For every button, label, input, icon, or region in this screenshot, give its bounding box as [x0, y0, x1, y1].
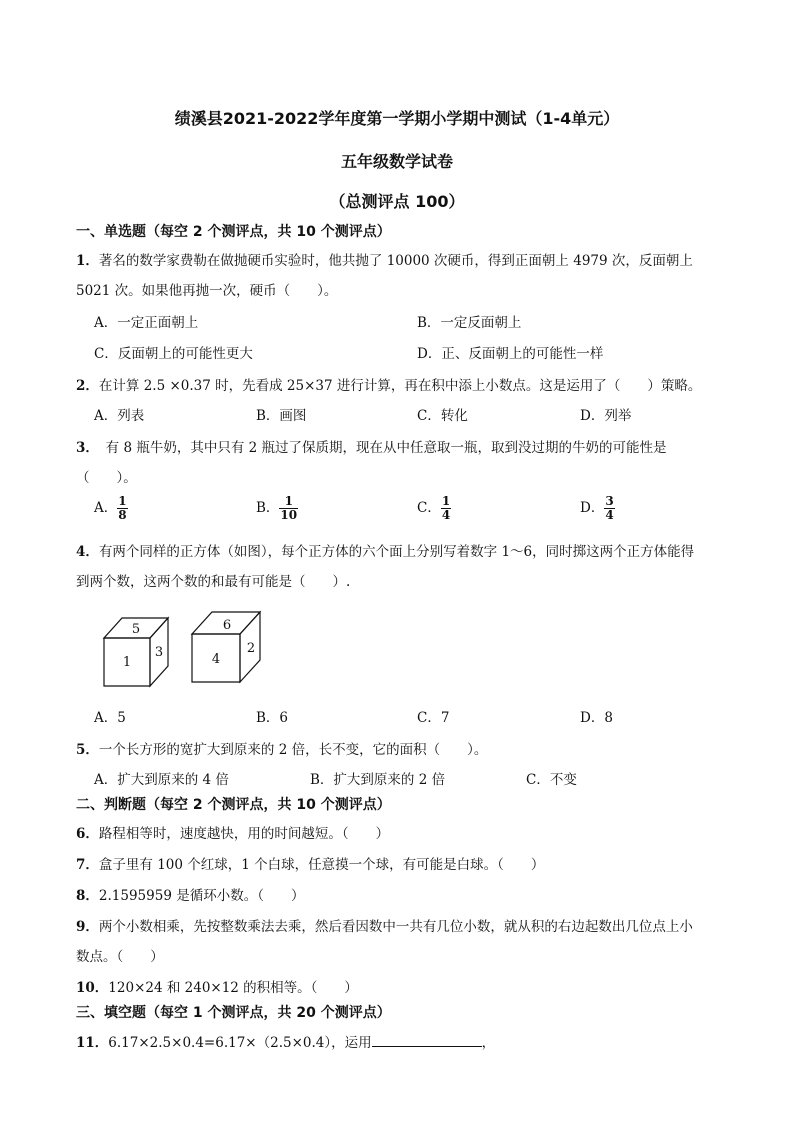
option-a[interactable]: A．列表 — [94, 408, 145, 424]
option-a[interactable]: A．5 — [94, 710, 126, 726]
option-b[interactable]: B．画图 — [256, 408, 307, 424]
question-8 — [76, 884, 304, 904]
question-9 — [76, 915, 693, 935]
option-d[interactable]: D．列举 — [580, 408, 632, 424]
question-text: 一个长方形的宽扩大到原来的 2 倍，长不变，它的面积（ ）。 — [98, 742, 488, 758]
question-1-line2: 5021 次。如果他再抛一次，硬币（ ）。 — [76, 283, 338, 299]
option-label: C． — [417, 500, 441, 516]
fraction — [604, 495, 614, 522]
question-tail: ， — [481, 1035, 496, 1051]
cube-2-side-number: 2 — [246, 641, 256, 656]
question-text: 120×24 和 240×12 的积相等。（ ） — [108, 980, 358, 996]
question-number: 2． — [76, 378, 99, 394]
fraction-denominator: 4 — [441, 508, 451, 522]
fraction-numerator: 1 — [441, 494, 451, 508]
question-5 — [76, 738, 487, 758]
question-text: 著名的数学家费勒在做抛硬币实验时，他共抛了 10000 次硬币，得到正面朝上 4979 次，反面朝上 — [98, 253, 693, 269]
fraction — [117, 495, 127, 522]
question-4-line2: 到两个数，这两个数的和最有可能是（ ）. — [76, 574, 351, 590]
fraction-denominator: 10 — [280, 508, 298, 522]
question-10 — [76, 976, 358, 996]
question-number: 9． — [76, 919, 99, 935]
fraction-numerator: 1 — [279, 495, 298, 509]
question-text: 盒子里有 100 个红球，1 个白球，任意摸一个球，有可能是白球。（ ） — [98, 857, 545, 873]
option-b[interactable]: B．一定反面朝上 — [417, 315, 522, 331]
cube-2-top-number: 6 — [222, 618, 232, 633]
section-heading-fill-blank: 三、填空题（每空 1 个测评点，共 20 个测评点） — [76, 1005, 391, 1021]
option-a[interactable]: A．一定正面朝上 — [94, 315, 199, 331]
question-text: 两个小数相乘，先按整数乘法去乘，然后看因数中一共有几位小数，就从积的右边起数出几位点上小 — [98, 919, 693, 935]
option-b[interactable] — [256, 495, 298, 522]
question-4 — [76, 540, 694, 560]
question-text: 2.1595959 是循环小数。（ ） — [98, 888, 305, 904]
question-6 — [76, 822, 389, 842]
answer-blank[interactable] — [372, 1034, 482, 1047]
option-d[interactable]: D．正、反面朝上的可能性一样 — [417, 346, 604, 362]
fraction — [279, 495, 298, 522]
question-number: 7． — [76, 857, 99, 873]
cube-2-front-number: 4 — [211, 652, 221, 667]
cube-1-side-number: 3 — [154, 645, 164, 660]
fraction-numerator: 1 — [118, 494, 127, 508]
fraction — [441, 495, 451, 522]
option-b[interactable]: B．扩大到原来的 2 倍 — [310, 772, 446, 788]
question-number: 5． — [76, 742, 99, 758]
cube-1-front-number: 1 — [122, 655, 132, 670]
option-d[interactable] — [580, 495, 615, 522]
fraction-denominator: 4 — [605, 508, 614, 522]
question-9-line2: 数点。（ ） — [76, 949, 164, 965]
question-text: 6.17×2.5×0.4=6.17×（2.5×0.4），运用 — [108, 1035, 372, 1051]
option-c[interactable]: C．7 — [417, 710, 450, 726]
question-number: 3． — [76, 440, 93, 456]
fraction-denominator: 8 — [118, 508, 127, 522]
question-text: 有 8 瓶牛奶，其中只有 2 瓶过了保质期，现在从中任意取一瓶，取到没过期的牛奶的可能性是 — [92, 440, 667, 456]
question-11 — [76, 1031, 495, 1051]
question-7 — [76, 853, 544, 873]
exam-subtitle: 五年级数学试卷 — [340, 152, 453, 171]
fraction-numerator: 3 — [605, 494, 614, 508]
option-c[interactable]: C．反面朝上的可能性更大 — [94, 346, 253, 362]
option-label: D． — [580, 500, 605, 516]
question-text: 路程相等时，速度越快，用的时间越短。（ ） — [98, 826, 390, 842]
question-number: 8． — [76, 888, 99, 904]
question-number: 10． — [76, 980, 109, 996]
question-number: 6． — [76, 826, 99, 842]
option-a[interactable]: A．扩大到原来的 4 倍 — [94, 772, 229, 788]
dice-figure — [100, 608, 270, 690]
cube-1-top-number: 5 — [131, 622, 141, 637]
question-2 — [76, 374, 701, 394]
option-c[interactable] — [417, 495, 451, 522]
question-number: 1． — [76, 253, 99, 269]
option-d[interactable]: D．8 — [580, 710, 613, 726]
option-c[interactable]: C．不变 — [526, 772, 577, 788]
option-a[interactable] — [94, 495, 128, 522]
question-1 — [76, 249, 693, 269]
question-text: 有两个同样的正方体（如图），每个正方体的六个面上分别写着数字 1～6，同时掷这两个正方体能得 — [98, 544, 695, 560]
section-heading-single-choice: 一、单选题（每空 2 个测评点，共 10 个测评点） — [76, 224, 391, 240]
question-3 — [76, 436, 667, 456]
option-b[interactable]: B．6 — [256, 710, 289, 726]
option-label: A． — [94, 500, 118, 516]
question-3-line2: （ ）。 — [76, 470, 137, 486]
question-number: 4． — [76, 544, 99, 560]
section-heading-true-false: 二、判断题（每空 2 个测评点，共 10 个测评点） — [76, 797, 391, 813]
option-label: B． — [256, 500, 280, 516]
exam-title: 绩溪县2021-2022学年度第一学期小学期中测试（1-4单元） — [174, 109, 620, 128]
exam-total-points: （总测评点 100） — [329, 192, 465, 211]
question-text: 在计算 2.5 ×0.37 时，先看成 25×37 进行计算，再在积中添上小数点。这是运用了（ ）策略。 — [98, 378, 702, 394]
question-number: 11． — [76, 1035, 109, 1051]
option-c[interactable]: C．转化 — [417, 408, 468, 424]
